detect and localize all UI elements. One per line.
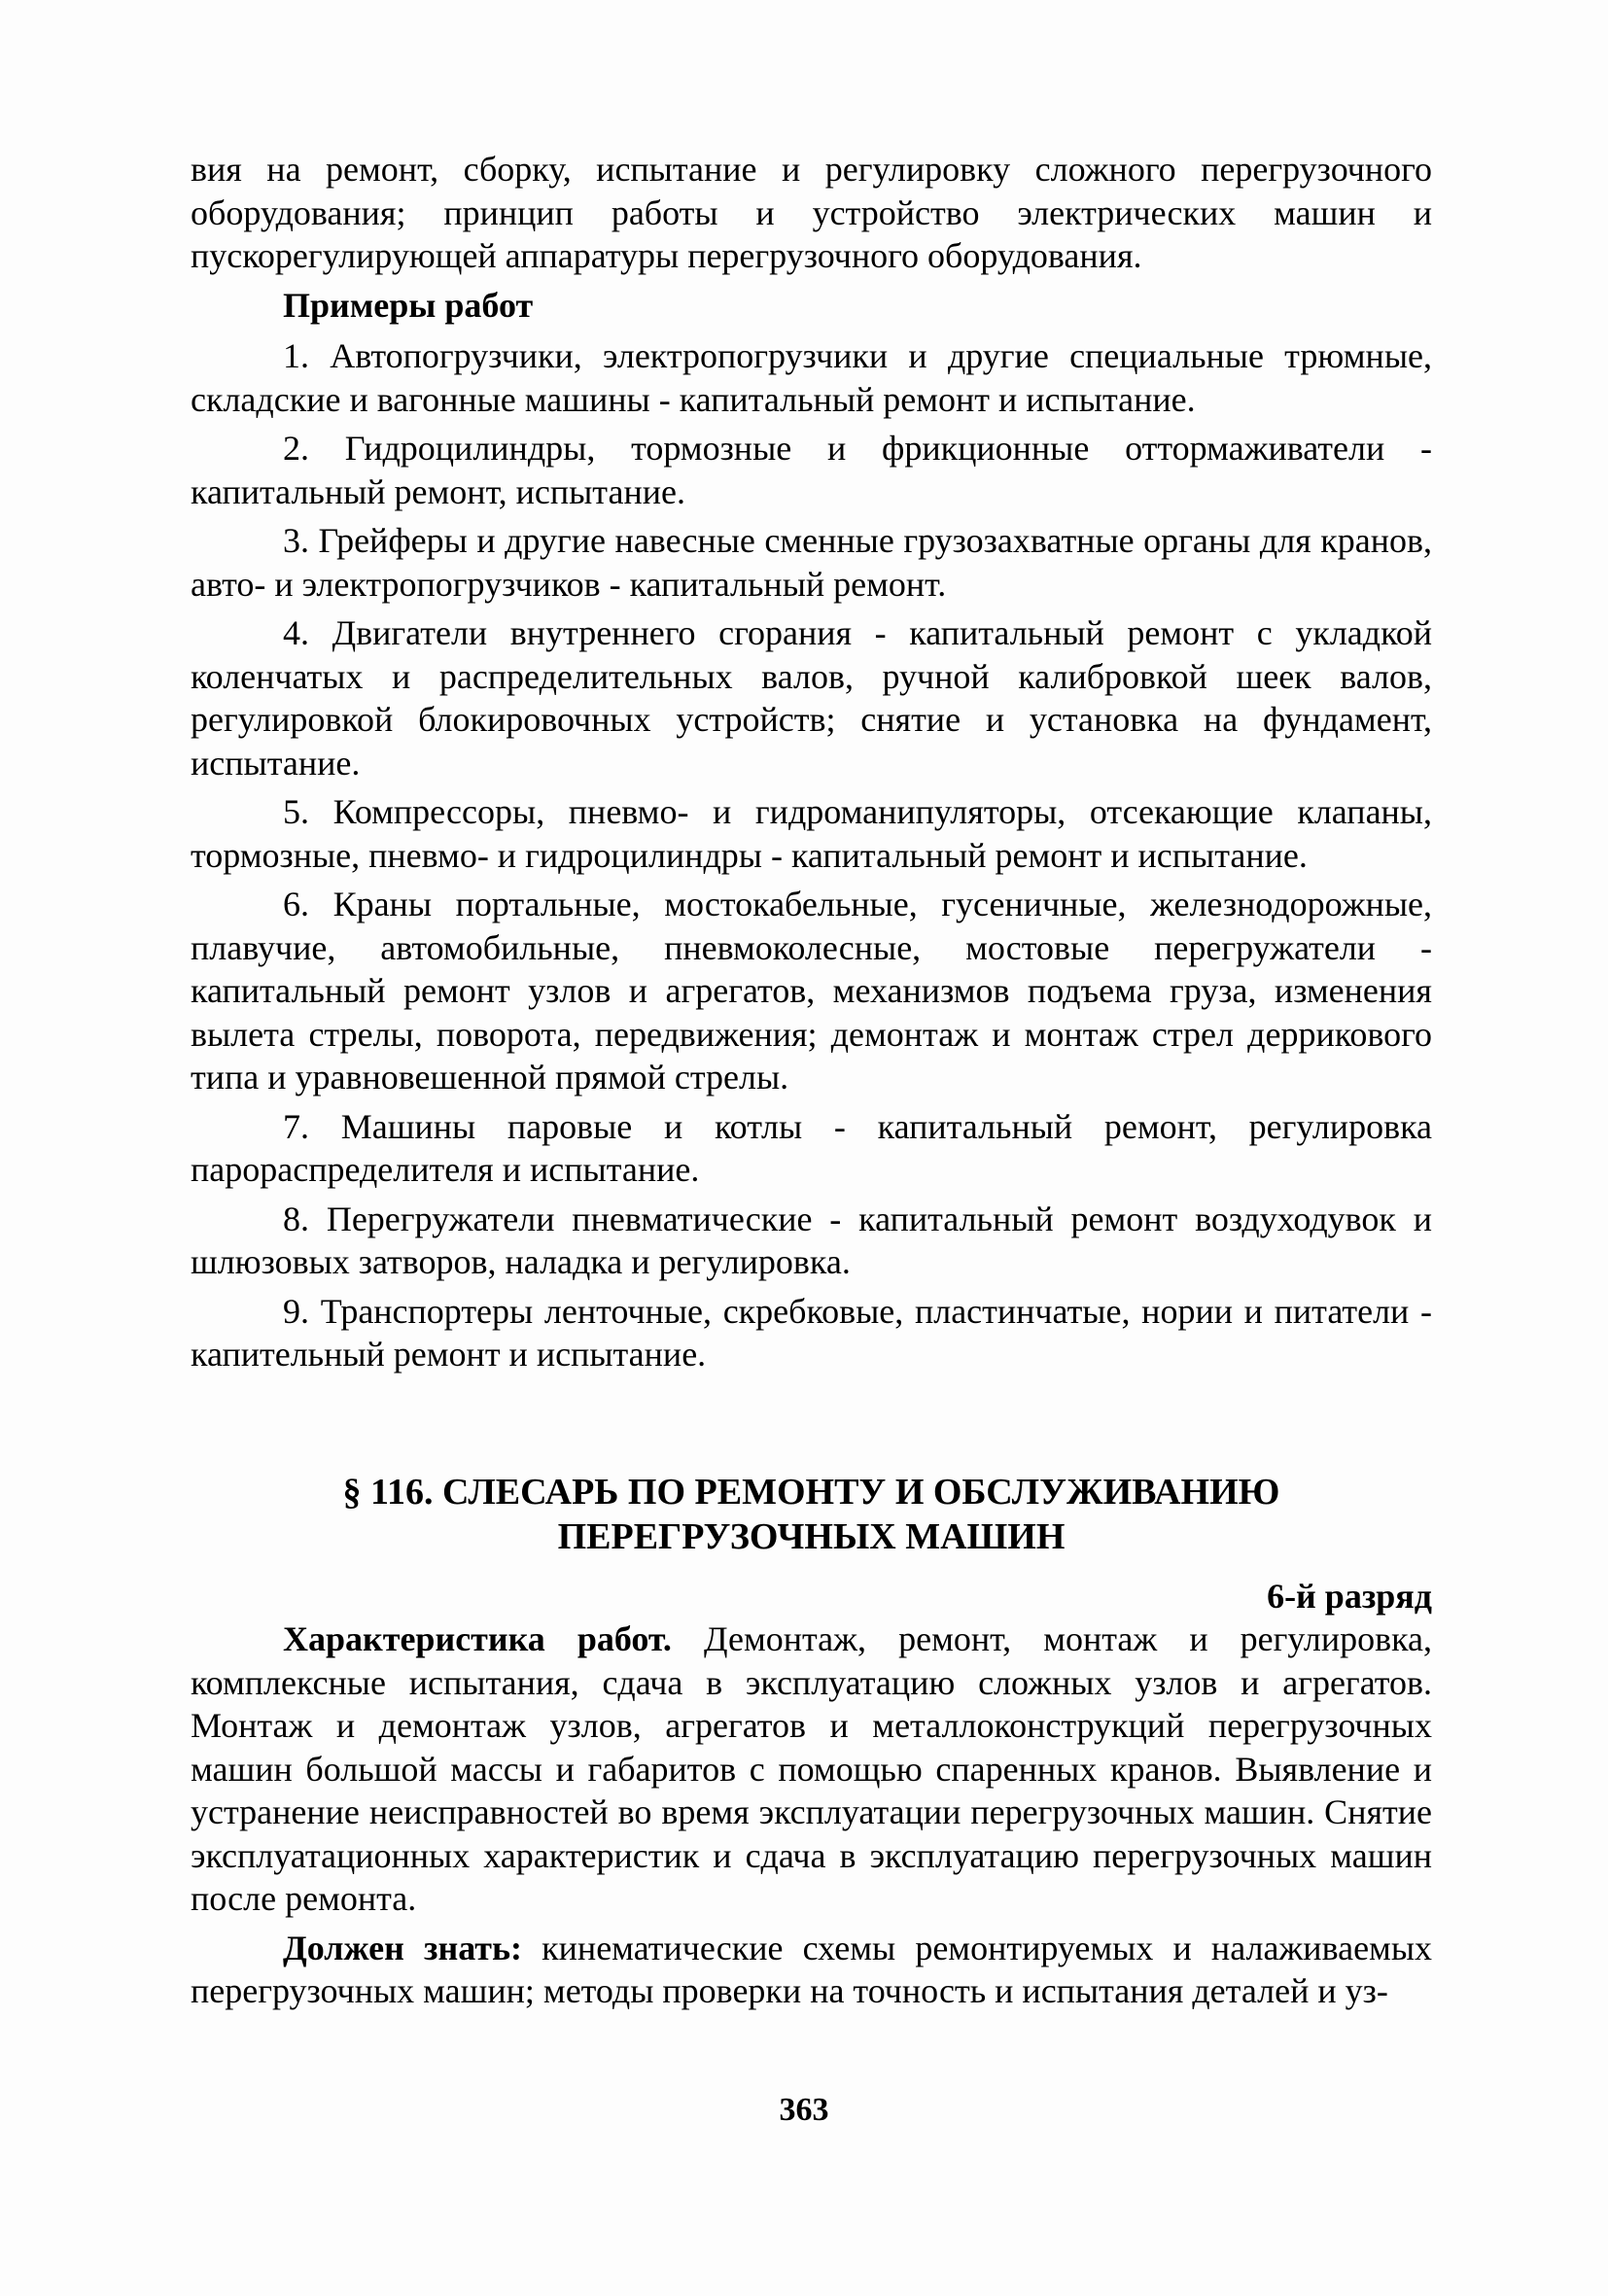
section-title-line-2: ПЕРЕГРУЗОЧНЫХ МАШИН bbox=[557, 1516, 1066, 1557]
example-item-7: 7. Машины паровые и котлы - капитальный ремонт, регулировка парораспределителя и испытание. bbox=[191, 1106, 1432, 1189]
example-item-1: 1. Автопогрузчики, электропогрузчики и другие специальные трюмные, складские и вагонные машины - капитальный ремонт и испытание. bbox=[191, 336, 1432, 419]
upper-text-block bbox=[191, 148, 1432, 1376]
lower-text-block bbox=[191, 1618, 1432, 2013]
section-title-line-1: § 116. СЛЕСАРЬ ПО РЕМОНТУ И ОБСЛУЖИВАНИЮ bbox=[342, 1472, 1280, 1513]
example-item-2: 2. Гидроцилиндры, тормозные и фрикционные оттормаживатели - капитальный ремонт, испытание. bbox=[191, 429, 1432, 511]
examples-heading: Примеры работ bbox=[283, 285, 534, 325]
section-title bbox=[191, 1470, 1432, 1559]
characteristics-label: Характеристика работ. bbox=[283, 1619, 672, 1658]
example-item-4: 4. Двигатели внутреннего сгорания - капитальный ремонт с укладкой коленчатых и распределительных валов, ручной калибровкой шеек валов, регулировкой блокировочных устройств; снятие и установка на фундамент, испытание. bbox=[191, 613, 1432, 783]
knowledge-text: кинематические схемы ремонтируемых и налаживаемых перегрузочных машин; методы проверки на точность и испытания деталей и уз- bbox=[191, 1928, 1433, 2010]
characteristics-text: Демонтаж, ремонт, монтаж и регулировка, комплексные испытания, сдача в эксплуатацию сложных узлов и агрегатов. Монтаж и демонтаж узлов, агрегатов и металлоконструкций перегрузочных машин большой массы и габаритов с помощью спаренных кранов. Выявление и устранение неисправностей во время эксплуатации перегрузочных машин. Снятие эксплуатационных характеристик и сдача в эксплуатацию перегрузочных машин после ремонта. bbox=[191, 1619, 1433, 1918]
example-item-8: 8. Перегружатели пневматические - капитальный ремонт воздуходувок и шлюзовых затворов, наладка и регулировка. bbox=[191, 1199, 1432, 1281]
knowledge-paragraph bbox=[191, 1927, 1432, 2013]
grade-label: 6-й разряд bbox=[1267, 1577, 1432, 1616]
knowledge-label: Должен знать: bbox=[283, 1928, 522, 1967]
example-item-3: 3. Грейферы и другие навесные сменные грузозахватные органы для кранов, авто- и электропогрузчиков - капитальный ремонт. bbox=[191, 521, 1432, 604]
example-item-5: 5. Компрессоры, пневмо- и гидроманипуляторы, отсекающие клапаны, тормозные, пневмо- и гидроцилиндры - капитальный ремонт и испытание. bbox=[191, 792, 1432, 875]
continuation-paragraph: вия на ремонт, сборку, испытание и регулировку сложного перегрузочного оборудования; принцип работы и устройство электрических машин и пускорегулирующей аппаратуры перегрузочного оборудования. bbox=[191, 150, 1432, 275]
characteristics-paragraph bbox=[191, 1618, 1432, 1921]
example-item-9: 9. Транспортеры ленточные, скребковые, пластинчатые, нории и питатели - капительный ремонт и испытание. bbox=[191, 1291, 1432, 1374]
example-item-6: 6. Краны портальные, мостокабельные, гусеничные, железнодорожные, плавучие, автомобильные, пневмоколесные, мостовые перегружатели - капитальный ремонт узлов и агрегатов, механизмов подъема груза, изменения вылета стрелы, поворота, передвижения; демонтаж и монтаж стрел деррикового типа и уравновешенной прямой стрелы. bbox=[191, 885, 1432, 1096]
page-number: 363 bbox=[779, 2092, 829, 2128]
